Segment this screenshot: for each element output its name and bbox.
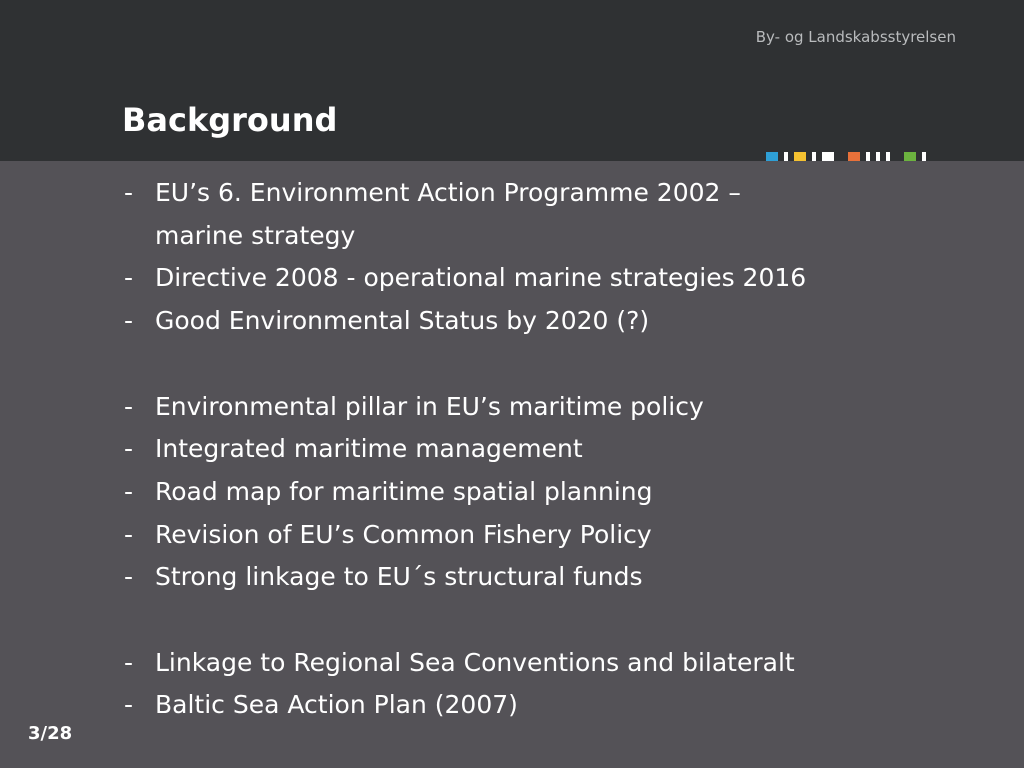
- bullet-dash: -: [124, 434, 134, 464]
- bullet-item: [0, 172, 1024, 215]
- bullet-text: Good Environmental Status by 2020 (?): [155, 306, 650, 336]
- bullet-item: [0, 471, 1024, 514]
- bullet-text: Road map for maritime spatial planning: [155, 476, 653, 506]
- page-number: 3/28: [28, 723, 73, 744]
- bullet-dash: -: [124, 690, 134, 720]
- logo-color-strip: [766, 152, 932, 161]
- bullet-dash: -: [124, 476, 134, 506]
- bullet-item: [0, 300, 1024, 343]
- logo-strip-block: [794, 152, 806, 161]
- slide-header: [0, 0, 1024, 161]
- bullet-dash: -: [124, 519, 134, 549]
- bullet-item: [0, 556, 1024, 599]
- bullet-text: Baltic Sea Action Plan (2007): [155, 690, 518, 720]
- bullet-item: [0, 428, 1024, 471]
- bullet-dash: -: [124, 306, 134, 336]
- bullet-text: EU’s 6. Environment Action Programme 2002 –: [155, 178, 741, 207]
- logo-strip-block: [784, 152, 788, 161]
- bullet-item: [0, 642, 1024, 685]
- group-spacer: [0, 343, 1024, 386]
- bullet-text: Revision of EU’s Common Fishery Policy: [155, 519, 652, 549]
- bullet-item: [0, 514, 1024, 557]
- bullet-text: marine strategy: [155, 220, 356, 250]
- logo-strip-block: [904, 152, 916, 161]
- logo-strip-block: [922, 152, 926, 161]
- bullet-text: Integrated maritime management: [155, 434, 583, 464]
- bullet-text: Linkage to Regional Sea Conventions and bilateralt: [155, 647, 795, 677]
- logo-strip-block: [866, 152, 870, 161]
- logo-strip-block: [812, 152, 816, 161]
- bullet-dash: -: [124, 562, 134, 592]
- logo-strip-block: [876, 152, 880, 161]
- logo-strip-block: [886, 152, 890, 161]
- logo-strip-block: [822, 152, 834, 161]
- bullet-list: [0, 172, 1024, 727]
- logo-strip-block: [848, 152, 860, 161]
- bullet-dash: -: [124, 178, 134, 207]
- group-spacer: [0, 599, 1024, 642]
- bullet-item: [0, 257, 1024, 300]
- bullet-item: [0, 684, 1024, 727]
- bullet-text: Strong linkage to EU´s structural funds: [155, 562, 643, 592]
- slide-title: Background: [122, 101, 338, 139]
- organization-name: By- og Landskabsstyrelsen: [755, 28, 956, 46]
- slide-content: [0, 172, 1024, 727]
- bullet-dash: -: [124, 647, 134, 677]
- bullet-dash: -: [124, 263, 134, 293]
- bullet-dash: -: [124, 391, 134, 421]
- logo-strip-block: [766, 152, 778, 161]
- bullet-item: [0, 386, 1024, 429]
- bullet-item: [0, 215, 1024, 258]
- bullet-text: Environmental pillar in EU’s maritime policy: [155, 391, 704, 421]
- bullet-text: Directive 2008 - operational marine strategies 2016: [155, 263, 807, 293]
